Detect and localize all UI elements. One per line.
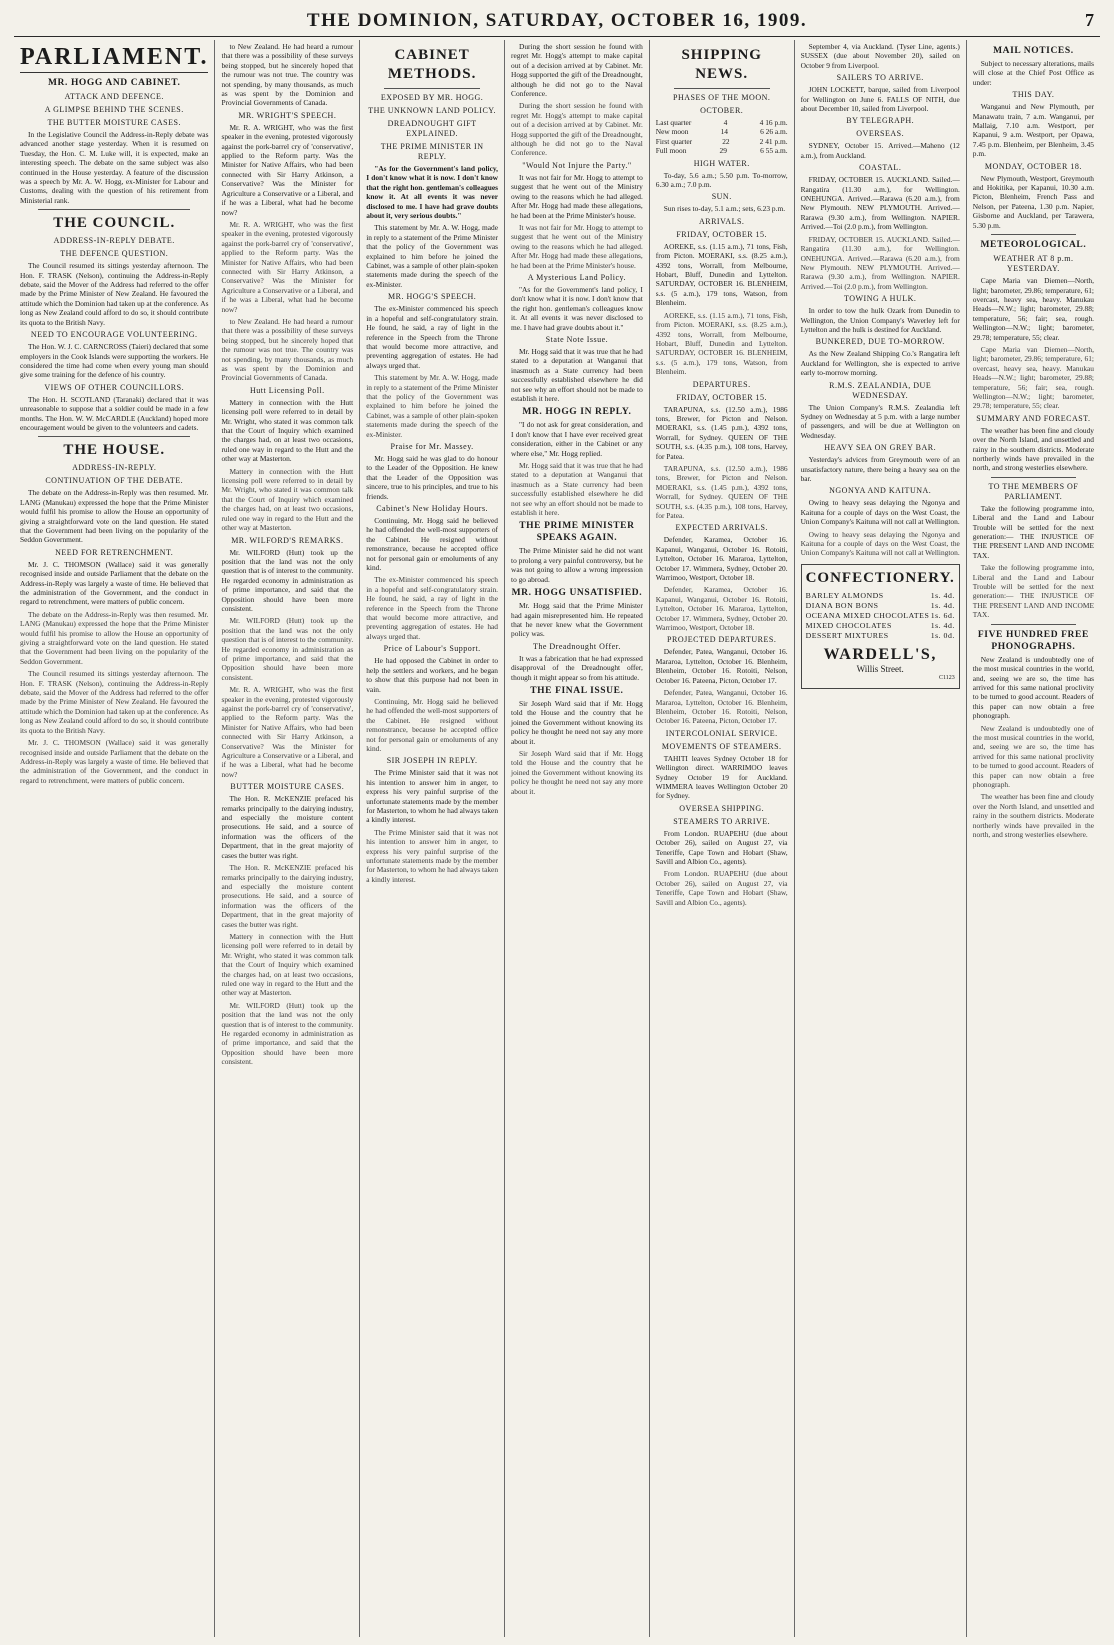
article-paragraph: This statement by Mr. A. W. Hogg, made in reply to a statement of the Prime Minister that the policy of the Government was explained to him before he joined the Cabinet, was a sample of other plain-spoken statements made during the speech of the ex-Minister. xyxy=(366,223,499,289)
article-paragraph: During the short session he found with regret Mr. Hogg's attempt to make capital out of a decision arrived at by Cabinet. Mr. Hogg supported the gift of the Dreadnought, although he did not go to the Naval Conference. xyxy=(511,101,643,158)
departures-text: TARAPUNA, s.s. (12.50 a.m.), 1986 tons, Brewer, for Picton and Nelson. MOERAKI, s.s. (1.45 p.m.), 4392 tons, Worrall, for Sydney. QUEEN OF THE SOUTH, s.s. (4.35 p.m.), 108 tons, Harvey, for Patea. xyxy=(655,463,788,520)
section-subheading: OVERSEAS. xyxy=(856,129,905,139)
article-paragraph: Mr. J. C. THOMSON (Wallace) said it was generally recognised inside and outside Parliament that the debate on the Address-in-Reply was largely a waste of time. He believed that the administration of the Government, and the conduct in regard to retrenchment, were matters of public concern. xyxy=(20,559,209,607)
section-subheading: BUNKERED, DUE TO-MORROW. xyxy=(815,337,945,347)
article-paragraph: Continuing, Mr. Hogg said he believed he had offended the well-most supporters of the Cabinet. He resigned without remonstrance, because he accepted office not for personal gain or emoluments of any kind. xyxy=(366,516,499,573)
section-subheading: MR. WILFORD'S REMARKS. xyxy=(231,535,344,545)
section-heading: MAIL NOTICES. xyxy=(993,46,1074,56)
article-paragraph: Wanganui and New Plymouth, per Manawatu train, 7 a.m. Wanganui, per Mallaig, 7.10 a.m. Westport, per Kapanui, 9 a.m. Westport, per Opawa, 7.45 p.m. Blenheim, per Blenheim, 3.45 p.m. xyxy=(972,102,1094,159)
section-subheading: THIS DAY. xyxy=(1012,90,1055,100)
section-subheading: EXPECTED ARRIVALS. xyxy=(675,523,768,533)
pull-quote: "As for the Government's land policy, I don't know what it is now. I don't know that the right hon. gentleman's colleagues know it. At all events it was never disclosed to me. I have had grave doubts about it, very serious doubts." xyxy=(366,164,499,221)
section-subheading: WEATHER AT 8 p.m. YESTERDAY. xyxy=(993,254,1074,274)
article-paragraph: New Zealand is undoubtedly one of the most musical countries in the world, and, seeing we are so, the time has arrived for this same national proclivity to be turned to good account. Readers of this paper can now obtain a free phonograph. xyxy=(972,654,1094,721)
section-heading: MR. HOGG UNSATISFIED. xyxy=(511,588,643,599)
column-5 xyxy=(650,40,795,1637)
sun-text: Sun rises to-day, 5.1 a.m.; sets, 6.23 p.m. xyxy=(663,204,786,214)
section-subheading: R.M.S. ZEALANDIA, DUE WEDNESDAY. xyxy=(829,380,932,400)
article-paragraph: FRIDAY, OCTOBER 15. AUCKLAND. Sailed.—Rangatira (11.30 a.m.), for Wellington. ONEHUNGA. Arrived.—Rarawa (6.20 a.m.), from New Plymouth. NEW PLYMOUTH. Arrived.—Rarawa (9.30 a.m.), from Wellington. NAPIER. Arrived.—Toi (2.0 p.m.), from Wellington. xyxy=(800,234,960,291)
article-subheading: THE UNKNOWN LAND POLICY. xyxy=(368,106,497,115)
divider xyxy=(384,88,480,89)
expected-text: Defender, Karamea, October 16. Kapanui, Wanganui, October 16. Rotoiti, Lyttelton, October 16. Mararoa, Lyttelton, October 17. Wimmera, Sydney, October 20. Warrimoo, Westport, October 18. xyxy=(655,585,788,633)
article-paragraph: Owing to heavy seas delaying the Ngonya and Kaituna for a couple of days on the West Coast, the Union Company's Kaituna will not call at Wellington. xyxy=(800,498,960,527)
article-heading: MR. HOGG AND CABINET. xyxy=(47,78,181,88)
article-paragraph: This statement by Mr. A. W. Hogg, made in reply to a statement of the Prime Minister that the policy of the Government was explained to him before he joined the Cabinet, was a sample of other plain-spoken statements made during the speech of the ex-Minister. xyxy=(366,373,499,439)
section-subheading: Price of Labour's Support. xyxy=(383,644,481,654)
divider xyxy=(674,88,770,89)
masthead xyxy=(14,6,1100,37)
ad-heading: CONFECTIONERY. xyxy=(805,569,955,586)
section-subheading: PROJECTED DEPARTURES. xyxy=(667,635,777,645)
shipping-heading: SHIPPING NEWS. xyxy=(681,47,762,82)
section-subheading: "Would Not Injure the Party." xyxy=(522,160,632,170)
section-subheading: TO THE MEMBERS OF PARLIAMENT. xyxy=(988,481,1079,501)
date-line: FRIDAY, OCTOBER 15. xyxy=(676,392,768,402)
expected-text: Defender, Karamea, October 16. Kapanui, Wanganui, October 16. Rotoiti, Lyttelton, October 16. Mararoa, Lyttelton, October 17. Wimmera, Sydney, October 20. Warrimoo, Westport, October 18. xyxy=(655,535,788,583)
column-3 xyxy=(360,40,505,1637)
date-line: FRIDAY, OCTOBER 15. xyxy=(676,229,768,239)
article-subheading: A GLIMPSE BEHIND THE SCENES. xyxy=(44,105,184,114)
article-paragraph: The Hon. H. SCOTLAND (Taranaki) declared that it was unreasonable to suppose that a soldier could be made in a few months. The Hon. W. W. McCARDLE (Auckland) hoped more encouragement would be given to the volunteers and cadets. xyxy=(20,394,209,432)
article-paragraph: During the short session he found with regret Mr. Hogg's attempt to make capital out of a decision arrived at by Cabinet. Mr. Hogg supported the gift of the Dreadnought, although he did not go to the Naval Conference. xyxy=(511,42,643,99)
column-7 xyxy=(967,40,1100,1637)
article-paragraph: Subject to necessary alterations, mails will close at the Chief Post Office as under: xyxy=(972,59,1094,87)
parliament-heading: PARLIAMENT. xyxy=(20,42,208,73)
oversea-text: From London. RUAPEHU (due about October 26), sailed on August 27, via Teneriffe, Cape Town and Hobart (Shaw, Savill and Albion Co., agents). xyxy=(655,828,788,866)
article-paragraph: He had opposed the Cabinet in order to help the settlers and workers, and he began to show that this purpose had not been in vain. xyxy=(366,656,499,694)
section-subheading: ADDRESS-IN-REPLY. xyxy=(72,463,157,473)
divider xyxy=(991,234,1076,235)
article-paragraph: Mr. R. A. WRIGHT, who was the first speaker in the evening, protested vigorously against the pork-barrel cry of 'conservative', applied to the Reform party. Was the Minister for Native Affairs, who had been connected with Sir Harry Atkinson, a Conservative? Was the Minister for Agriculture a Conservative or a Liberal, and if he was a Liberal, what had he become now? xyxy=(221,122,354,217)
article-paragraph: The Council resumed its sittings yesterday afternoon. The Hon. F. TRASK (Nelson), continuing the Address-in-Reply debate, said the Mover of the Address had referred to the offer made by the Prime Minister of New Zealand. He favoured the attitude which the Dominion had taken up at the conference. As long as New Zealand could afford to do so, it should contribute its quota to the British Navy. xyxy=(20,669,209,735)
divider xyxy=(991,477,1076,478)
article-paragraph: In order to tow the hulk Ozark from Dunedin to Wellington, the Union Company's Waverley left for Lyttelton and the hulk is destined for Auckland. xyxy=(800,306,960,334)
article-paragraph: The debate on the Address-in-Reply was then resumed. Mr. LANG (Manukau) expressed the hope that the Prime Minister would fulfil his promise to allow the House an opportunity of giving a straightforward vote on the land question. He stated that the Government had been living on the popularity of the Seddon Government. xyxy=(20,488,209,545)
ad-brand: WARDELL'S, xyxy=(823,645,937,663)
section-subheading: STEAMERS TO ARRIVE. xyxy=(673,816,771,826)
section-subheading: ADDRESS-IN-REPLY DEBATE. xyxy=(53,236,175,246)
column-1 xyxy=(14,40,215,1637)
section-subheading: INTERCOLONIAL SERVICE. xyxy=(665,728,778,738)
article-paragraph: It was not fair for Mr. Hogg to attempt to suggest that he went out of the Ministry owing to the reasons which he had alleged. After Mr. Hogg had made these allegations, he had been at the Prime Minister's house. xyxy=(511,172,643,220)
section-subheading: MR. WRIGHT'S SPEECH. xyxy=(238,110,337,120)
article-paragraph: to New Zealand. He had heard a rumour that there was a possibility of these surveys being stopped, but he sincerely hoped that the rumour was not true. The country was not spending, by many thousands, as much as was spent by the Dominion and Provincial Governments of Canada. xyxy=(221,316,354,383)
section-subheading: SUMMARY AND FORECAST. xyxy=(976,413,1091,423)
section-subheading: SIR JOSEPH IN REPLY. xyxy=(386,756,478,766)
article-paragraph: New Zealand is undoubtedly one of the most musical countries in the world, and, seeing we are so, the time has arrived for this same national proclivity to be turned to good account. Readers of this paper can now obtain a free phonograph. xyxy=(972,723,1094,789)
article-paragraph: September 4, via Auckland. (Tyser Line, agents.) SUSSEX (due about November 20), sailed on October 9 from Liverpool. xyxy=(800,42,960,70)
article-paragraph: The Council resumed its sittings yesterday afternoon. The Hon. F. TRASK (Nelson), continuing the Address-in-Reply debate, said the Mover of the Address had referred to the offer made by the Prime Minister of New Zealand. He favoured the attitude which the Dominion had taken up at the conference. As long as New Zealand could afford to do so, it should contribute its quota to the British Navy. xyxy=(20,261,209,327)
article-heading: CABINET METHODS. xyxy=(387,47,477,82)
section-subheading: PHASES OF THE MOON. xyxy=(673,93,771,102)
ad-item: DESSERT MIXTURES 1s. 0d. xyxy=(805,630,955,640)
moon-row: Last quarter 4 4 16 p.m. xyxy=(655,118,788,127)
ad-item: MIXED CHOCOLATES 1s. 4d. xyxy=(805,620,955,630)
article-subheading: THE BUTTER MOISTURE CASES. xyxy=(47,118,181,127)
ad-address: Willis Street. xyxy=(856,663,904,674)
article-paragraph: Mr. Hogg said that it was true that he had stated to a deputation at Wanganui that inasmuch as a State currency had been successfully established elsewhere he did not see why an effort should not be made to establish it here. xyxy=(511,346,643,403)
article-paragraph: JOHN LOCKETT, barque, sailed from Liverpool for Wellington on June 6. FALLS OF NITH, due about December 10, sailed from Liverpool. xyxy=(800,85,960,114)
article-paragraph: Sir Joseph Ward said that if Mr. Hogg told the House and the country that he joined the Government without knowing its policy he thought he need not say any more about it. xyxy=(511,748,643,796)
tide-text: To-day, 5.6 a.m.; 5.50 p.m. To-morrow, 6.30 a.m.; 7.0 p.m. xyxy=(655,170,788,190)
moon-row: New moon 14 6 26 a.m. xyxy=(655,127,788,137)
article-paragraph: "I do not ask for great consideration, and I don't know that I have ever received great consideration, either in the Cabinet or any where else," Mr. Hogg replied. xyxy=(511,420,643,458)
moon-row: Full moon 29 6 55 a.m. xyxy=(655,146,788,156)
projected-text: Defender, Patea, Wanganui, October 16. Mararoa, Lyttelton, October 16. Blenheim, Blenheim, October 16. Rotoiti, Nelson, October 16. Pateena, Picton, October 17. xyxy=(655,647,788,685)
section-subheading: MONDAY, OCTOBER 18. xyxy=(984,161,1082,171)
newspaper-title: THE DOMINION, SATURDAY, OCTOBER 16, 1909. xyxy=(306,10,808,31)
section-subheading: CONTINUATION OF THE DEBATE. xyxy=(45,476,184,486)
article-paragraph: The Union Company's R.M.S. Zealandia left Sydney on Wednesday at 5 p.m. with a large number of passengers, and will be due at Wellington on Wednesday. xyxy=(800,402,960,440)
article-paragraph: "As for the Government's land policy, I don't know what it is now. I don't know that the right hon. gentleman's colleagues know it. At all events it was never disclosed to me. I have had grave doubts about it." xyxy=(511,284,643,332)
section-heading: METEOROLOGICAL. xyxy=(980,240,1087,251)
section-subheading: SAILERS TO ARRIVE. xyxy=(836,73,924,83)
article-subheading: EXPOSED BY MR. HOGG. xyxy=(380,93,484,102)
section-subheading: MOVEMENTS OF STEAMERS. xyxy=(661,741,782,751)
column-6 xyxy=(795,40,967,1637)
article-paragraph: New Plymouth, Westport, Greymouth and Hokitika, per Kapanui, 10.30 a.m. Picton, Blenheim, French Pass and Nelson, per Pateena, 1.30 p.m. Napier, Gisborne and Auckland, per Tarawera, 5.30 p.m. xyxy=(972,173,1094,230)
article-paragraph: The Hon. R. McKENZIE prefaced his remarks principally to the dairying industry, and especially the moisture content prosecutions. He said, and a source of information was the officers of the Department, that in the great majority of cases the butter was right. xyxy=(221,863,354,929)
article-paragraph: Take the following programme into, Liberal and the Land and Labour Trouble will be settled for the next generation:— THE INJUSTICE OF THE PRESENT LAND AND INCOME TAX. xyxy=(972,503,1094,560)
article-paragraph: It was a fabrication that he had expressed disapproval of the Dreadnought offer, though it might appear so from his attitude. xyxy=(511,653,643,682)
article-paragraph: Continuing, Mr. Hogg said he believed he had offended the well-most supporters of the Cabinet. He resigned without remonstrance, because he accepted office not for personal gain or emoluments of any kind. xyxy=(366,696,499,753)
article-paragraph: Mr. Hogg said that it was true that he had stated to a deputation at Wanganui that inasmuch as a State currency had been successfully established elsewhere he did not see why an effort should not be made to establish it here. xyxy=(511,461,643,518)
section-subheading: HIGH WATER. xyxy=(693,158,750,168)
article-subheading: THE PRIME MINISTER IN REPLY. xyxy=(380,142,484,161)
article-paragraph: to New Zealand. He had heard a rumour that there was a possibility of these surveys being stopped, but he sincerely hoped that the rumour was not true. The country was not spending, by many thousands, as much as was spent by the Dominion and Provincial Governments of Canada. xyxy=(221,42,354,108)
arrivals-text: AOREKE, s.s. (1.15 a.m.), 71 tons, Fish, from Picton. MOERAKI, s.s. (8.25 a.m.), 4392 tons, Worrall, from Melbourne, Hobart, Bluff, Dunedin and Lyttelton. SATURDAY, OCTOBER 16. BLENHEIM, s.s. (5 a.m.), 179 tons, Watson, from Blenheim. xyxy=(655,241,788,308)
article-paragraph: Mr. R. A. WRIGHT, who was the first speaker in the evening, protested vigorously against the pork-barrel cry of 'conservative', applied to the Reform party. Was the Minister for Native Affairs, who had been connected with Sir Harry Atkinson, a Conservative? Was the Minister for Agriculture a Conservative or a Liberal, and if he was a Liberal, what had he become now? xyxy=(221,219,354,314)
columns xyxy=(14,40,1100,1637)
section-heading: THE PRIME MINISTER SPEAKS AGAIN. xyxy=(519,521,635,544)
section-subheading: Hutt Licensing Poll. xyxy=(250,385,325,395)
section-subheading: BUTTER MOISTURE CASES. xyxy=(230,782,345,792)
section-subheading: ARRIVALS. xyxy=(698,216,745,226)
divider xyxy=(38,436,190,437)
article-paragraph: The weather has been fine and cloudy over the North Island, and unsettled and rainy in the southern districts. Moderate northerly winds have prevailed in the north, and strong westerlies elsewhere. xyxy=(972,792,1094,839)
article-paragraph: The ex-Minister commenced his speech in a hopeful and self-congratulatory strain. He found, he said, a ray of light in the reference in the Speech from the Throne that would become more attractive, and preventing aggregation of estates. He had always urged that. xyxy=(366,304,499,370)
section-subheading: MR. HOGG'S SPEECH. xyxy=(388,292,477,302)
divider xyxy=(38,209,190,210)
article-paragraph: Mr. WILFORD (Hutt) took up the position that the land was not the only question that is of interest to the community. He regarded economy in administration as of prime importance, and said that the Opposition should have been more consistent. xyxy=(221,616,354,682)
section-subheading: DEPARTURES. xyxy=(692,379,751,389)
divider xyxy=(991,624,1076,625)
section-subheading: THE DEFENCE QUESTION. xyxy=(60,249,169,259)
article-paragraph: FRIDAY, OCTOBER 15. AUCKLAND. Sailed.—Rangatira (11.30 a.m.), for Wellington. ONEHUNGA. Arrived.—Rarawa (6.20 a.m.), from New Plymouth. NEW PLYMOUTH. Arrived.—Rarawa (9.30 a.m.), from Wellington. NAPIER. Arrived.—Toi (2.0 p.m.), from Wellington. xyxy=(800,175,960,232)
section-subheading: VIEWS OF OTHER COUNCILLORS. xyxy=(44,382,185,392)
movements-text: TAHITI leaves Sydney October 18 for Wellington direct. WARRIMOO leaves Sydney October 19 for Auckland. WIMMERA leaves Wellington October 20 for Sydney. xyxy=(655,753,788,801)
ad-item: DIANA BON BONS 1s. 4d. xyxy=(805,600,955,610)
article-paragraph: Owing to heavy seas delaying the Ngonya and Kaituna for a couple of days on the West Coast, the Union Company's Kaituna will not call at Wellington. xyxy=(800,529,960,558)
moon-row: First quarter 22 2 41 p.m. xyxy=(655,136,788,146)
section-heading: THE COUNCIL. xyxy=(53,215,176,232)
section-subheading: OVERSEA SHIPPING. xyxy=(679,803,765,813)
section-subheading: The Dreadnought Offer. xyxy=(532,641,621,651)
section-subheading: NEED TO ENCOURAGE VOLUNTEERING. xyxy=(30,330,198,340)
article-paragraph: The Prime Minister said that it was not his intention to answer him in anger, to express his very painful surprise of the unfortunate statements made by the member for Masterton, to whom he had always taken a kindly interest. xyxy=(366,768,499,825)
article-paragraph: Cape Maria van Diemen—North, light; barometer, 29.86; temperature, 61; overcast, heavy sea, heavy. Manukau Heads—N.W.; light; barometer, 29.88; temperature, 56; fair; sea, rough. Wellington—N.W.; light; barometer, 29.78; temperature, 55; clear. xyxy=(972,344,1094,411)
article-paragraph: Mattery in connection with the Hutt licensing poll were referred to in detail by Mr. Wright, who stated it was common talk that the Court of Inquiry which examined the charges had, on at least two occasions, ruled one way in regard to the Hutt and the other way at Masterton. xyxy=(221,466,354,533)
ad-item: BARLEY ALMONDS 1s. 4d. xyxy=(805,590,955,600)
section-subheading: COASTAL. xyxy=(859,163,902,173)
article-paragraph: Sir Joseph Ward said that if Mr. Hogg told the House and the country that he joined the Government without knowing its policy he thought he need not say any more about it. xyxy=(511,698,643,746)
section-subheading: OCTOBER. xyxy=(700,106,744,115)
article-paragraph: Mr. R. A. WRIGHT, who was the first speaker in the evening, protested vigorously against the pork-barrel cry of 'conservative', applied to the Reform party. Was the Minister for Native Affairs, who had been connected with Sir Harry Atkinson, a Conservative? Was the Minister for Agriculture a Conservative or a Liberal, and if he was a Liberal, what had he become now? xyxy=(221,685,354,779)
departures-text: TARAPUNA, s.s. (12.50 a.m.), 1986 tons, Brewer, for Picton and Nelson. MOERAKI, s.s. (1.45 p.m.), 4392 tons, Worrall, for Sydney. QUEEN OF THE SOUTH, s.s. (4.35 p.m.), 108 tons, Harvey, for Patea. xyxy=(655,404,788,461)
section-subheading: BY TELEGRAPH. xyxy=(846,116,915,126)
confectionery-advertisement xyxy=(801,564,960,689)
section-heading: THE HOUSE. xyxy=(63,442,166,459)
article-paragraph: Mattery in connection with the Hutt licensing poll were referred to in detail by Mr. Wright, who stated it was common talk that the Court of Inquiry which examined the charges had, on at least two occasions, ruled one way in regard to the Hutt and the other way at Masterton. xyxy=(221,397,354,464)
article-paragraph: Yesterday's advices from Greymouth were of an unsatisfactory nature, there being a heavy sea on the bar. xyxy=(800,455,960,483)
section-heading: MR. HOGG IN REPLY. xyxy=(522,407,632,418)
oversea-text: From London. RUAPEHU (due about October 26), sailed on August 27, via Teneriffe, Cape Town and Hobart (Shaw, Savill and Albion Co., agents). xyxy=(655,869,788,907)
section-heading: FIVE HUNDRED FREE PHONOGRAPHS. xyxy=(977,629,1089,652)
page-number: 7 xyxy=(1085,10,1094,30)
section-subheading: Praise for Mr. Massey. xyxy=(390,441,474,451)
column-4 xyxy=(505,40,650,1637)
article-paragraph: The Hon. W. J. C. CARNCROSS (Taieri) declared that some employers in the Cook Islands were supporting the workers. He considered the time had come when every young man should give some training for the defence of his country. xyxy=(20,342,209,380)
article-paragraph: The ex-Minister commenced his speech in a hopeful and self-congratulatory strain. He found, he said, a ray of light in the reference in the Speech from the Throne that would become more attractive, and preventing aggregation of estates. He had always urged that. xyxy=(366,575,499,641)
section-heading: THE FINAL ISSUE. xyxy=(530,685,624,696)
projected-text: Defender, Patea, Wanganui, October 16. Mararoa, Lyttelton, October 16. Blenheim, Blenheim, October 16. Rotoiti, Nelson, October 16. Pateena, Picton, October 17. xyxy=(655,688,788,726)
article-paragraph: Cape Maria van Diemen—North, light; barometer, 29.86; temperature, 61; overcast, heavy sea, heavy. Manukau Heads—N.W.; light; barometer, 29.88; temperature, 56; fair; sea, rough. Wellington—N.W.; light; barometer, 29.78; temperature, 55; clear. xyxy=(972,276,1094,342)
section-subheading: SUN. xyxy=(711,192,732,202)
article-paragraph: The Prime Minister said he did not want to prolong a very painful controversy, but he was not going to allow a wrong impression to go abroad. xyxy=(511,546,643,584)
article-subheading: ATTACK AND DEFENCE. xyxy=(64,92,164,101)
arrivals-text: AOREKE, s.s. (1.15 a.m.), 71 tons, Fish, from Picton. MOERAKI, s.s. (8.25 a.m.), 4392 tons, Worrall, from Melbourne, Hobart, Bluff, Dunedin and Lyttelton. SATURDAY, OCTOBER 16. BLENHEIM, s.s. (5 a.m.), 179 tons, Watson, from Blenheim. xyxy=(655,310,788,377)
article-paragraph: The Hon. R. McKENZIE prefaced his remarks principally to the dairying industry, and especially the moisture content prosecutions. He said, and a source of information was the officers of the Department, that in the great majority of cases the butter was right. xyxy=(221,794,354,860)
ad-code: C1123 xyxy=(939,675,955,682)
article-paragraph: Mr. Hogg said that the Prime Minister had again misrepresented him. He repeated that he never knew what the Government policy was. xyxy=(511,601,643,639)
article-paragraph: The Prime Minister said that it was not his intention to answer him in anger, to express his very painful surprise of the unfortunate statements made by the member for Masterton, to whom he had always taken a kindly interest. xyxy=(366,827,499,884)
article-paragraph: Mr. WILFORD (Hutt) took up the position that the land was not the only question that is of interest to the community. He regarded economy in administration as of prime importance, and said that the Opposition should have been more consistent. xyxy=(221,1000,354,1067)
article-paragraph: As the New Zealand Shipping Co.'s Rangatira left Auckland for Wellington, she is expected to arrive early to-morrow morning. xyxy=(800,349,960,378)
article-paragraph: Mattery in connection with the Hutt licensing poll were referred to in detail by Mr. Wright, who stated it was common talk that the Court of Inquiry which examined the charges had, on at least two occasions, ruled one way in regard to the Hutt and the other way at Masterton. xyxy=(221,931,354,998)
column-2 xyxy=(215,40,360,1637)
section-subheading: TOWING A HULK. xyxy=(843,294,917,304)
section-subheading: Cabinet's New Holiday Hours. xyxy=(376,504,489,513)
section-subheading: NEED FOR RETRENCHMENT. xyxy=(55,547,174,557)
article-paragraph: SYDNEY, October 15. Arrived.—Maheno (12 a.m.), from Auckland. xyxy=(800,141,960,160)
article-paragraph: Take the following programme into, Liberal and the Land and Labour Trouble will be settled for the next generation:— THE INJUSTICE OF THE PRESENT LAND AND INCOME TAX. xyxy=(972,563,1094,620)
article-paragraph: The weather has been fine and cloudy over the North Island, and unsettled and rainy in the southern districts. Moderate northerly winds have prevailed in the north, and strong westerlies elsewhere. xyxy=(972,425,1094,473)
section-subheading: A Mysterious Land Policy. xyxy=(527,272,626,282)
article-subheading: DREADNOUGHT GIFT EXPLAINED. xyxy=(387,119,477,138)
article-paragraph: The debate on the Address-in-Reply was then resumed. Mr. LANG (Manukau) expressed the hope that the Prime Minister would fulfil his promise to allow the House an opportunity of giving a straightforward vote on the land question. He stated that the Government had been living on the popularity of the Seddon Government. xyxy=(20,609,209,666)
article-paragraph: It was not fair for Mr. Hogg to attempt to suggest that he went out of the Ministry owing to the reasons which he had alleged. After Mr. Hogg had made these allegations, he had been at the Prime Minister's house. xyxy=(511,222,643,270)
ad-item: OCEANA MIXED CHOCOLATES 1s. 6d. xyxy=(805,610,955,620)
article-paragraph: Mr. WILFORD (Hutt) took up the position that the land was not the only question that is of interest to the community. He regarded economy in administration as of prime importance, and said that the Opposition should have been more consistent. xyxy=(221,547,354,613)
moon-table xyxy=(656,118,788,156)
article-intro: In the Legislative Council the Address-in-Reply debate was advanced another stage yesterday. When it is resumed on Tuesday, the Hon. C. M. Luke will, it is expected, make an interesting speech. The debate on the same subject was also continued in the House yesterday. A feature of the discussion was a speech by Mr. A. W. Hogg, ex-Minister for Labour and Customs, dealing with the question of his retirement from Ministerial rank. xyxy=(20,130,209,205)
section-subheading: State Note Issue. xyxy=(545,334,609,344)
section-subheading: HEAVY SEA ON GREY BAR. xyxy=(824,443,937,453)
article-paragraph: Mr. Hogg said he was glad to do honour to the Leader of the Opposition. He knew that the Leader of the Opposition was sincere, true to his principles, and true to his friends. xyxy=(366,453,499,501)
article-paragraph: Mr. J. C. THOMSON (Wallace) said it was generally recognised inside and outside Parliament that the debate on the Address-in-Reply was largely a waste of time. He believed that the administration of the Government, and the conduct in regard to retrenchment, were matters of public concern. xyxy=(20,738,209,785)
section-subheading: NGONYA AND KAITUNA. xyxy=(829,486,932,496)
